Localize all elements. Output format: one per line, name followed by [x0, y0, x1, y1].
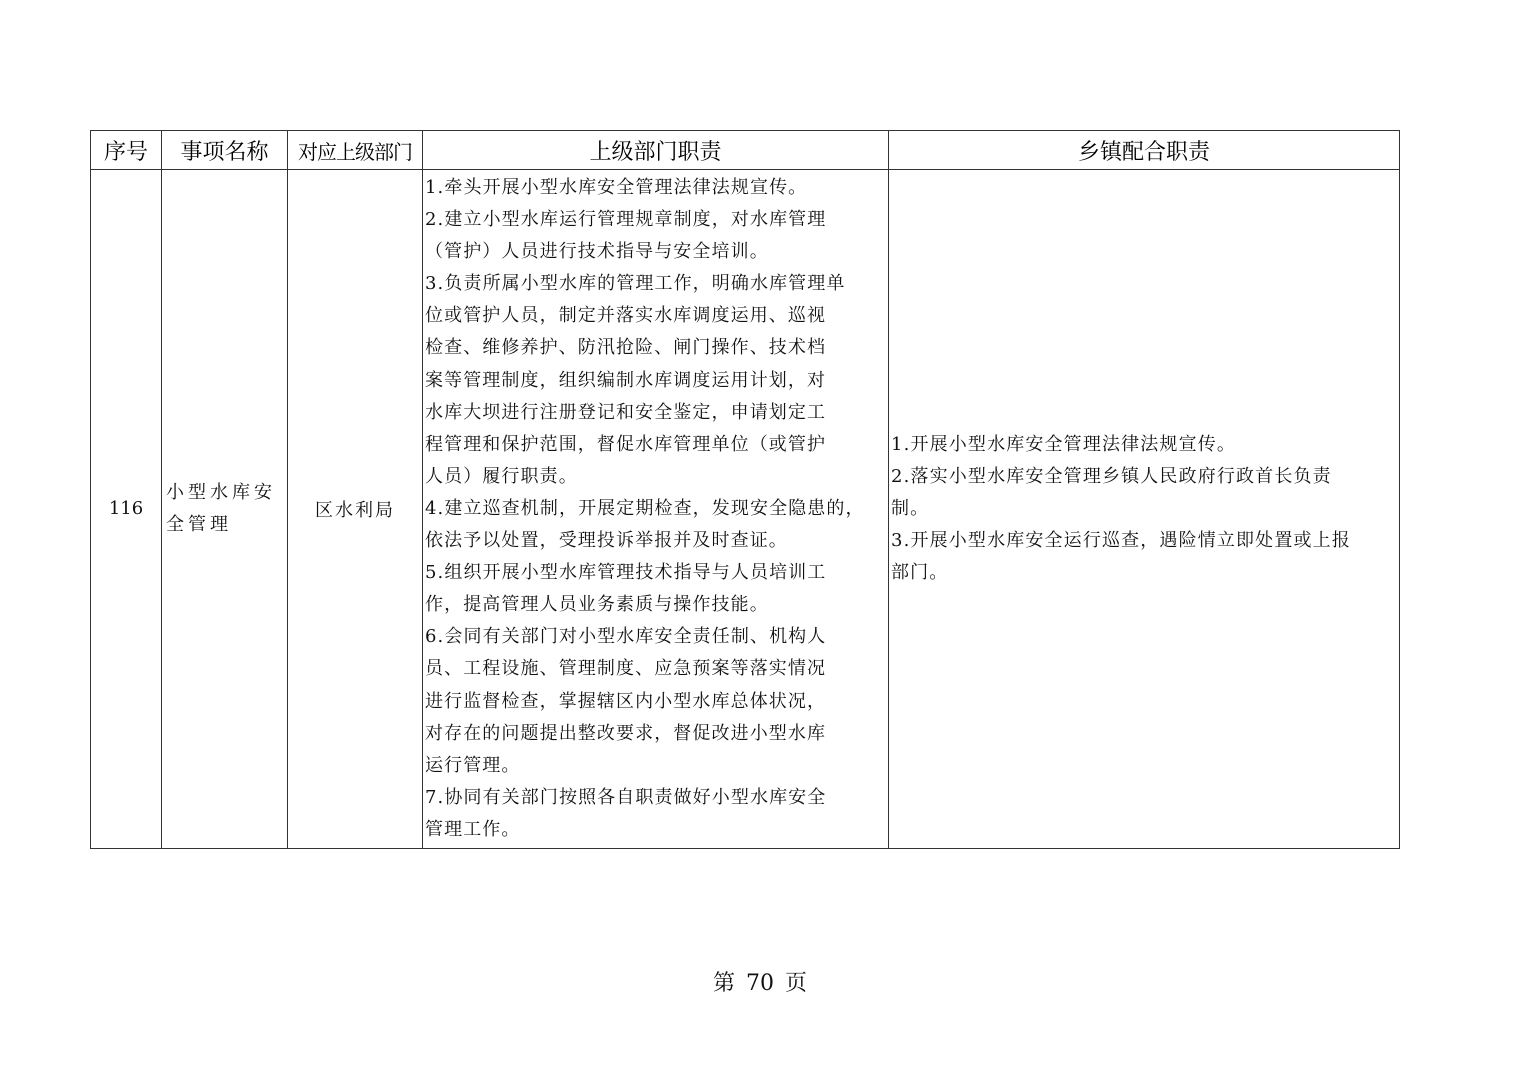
- header-town-duties: 乡镇配合职责: [889, 131, 1400, 170]
- upper-duty-line: 管理工作。: [425, 818, 521, 840]
- header-item-name: 事项名称: [162, 131, 288, 170]
- row-item-name: [162, 170, 288, 849]
- row-department: 区水利局: [288, 170, 423, 849]
- upper-duty-line: 水库大坝进行注册登记和安全鉴定，申请划定工: [425, 401, 827, 423]
- upper-duty-line: 2.建立小型水库运行管理规章制度，对水库管理: [425, 209, 827, 231]
- duty-table: [90, 130, 1400, 849]
- upper-duties-cell: [423, 170, 889, 849]
- town-duty-line: 部门。: [891, 562, 949, 584]
- upper-duty-line: 检查、维修养护、防汛抢险、闸门操作、技术档: [425, 337, 827, 359]
- page-number: 第 70 页: [713, 971, 807, 996]
- upper-duty-line: 1.牵头开展小型水库安全管理法律法规宣传。: [425, 177, 808, 198]
- town-duty-line: 1.开展小型水库安全管理法律法规宣传。: [891, 433, 1237, 455]
- town-duties-cell: [889, 170, 1400, 849]
- town-duty-line: 制。: [891, 497, 930, 519]
- upper-duty-line: 人员）履行职责。: [425, 465, 578, 487]
- upper-duty-line: 作，提高管理人员业务素质与操作技能。: [425, 594, 769, 616]
- upper-duty-line: 依法予以处置，受理投诉举报并及时查证。: [425, 530, 788, 552]
- item-name-line: 全管理: [166, 513, 232, 535]
- town-duty-line: 2.落实小型水库安全管理乡镇人民政府行政首长负责: [891, 465, 1332, 487]
- table-row: [91, 170, 1400, 849]
- header-seq: 序号: [91, 131, 162, 170]
- upper-duty-line: 位或管护人员，制定并落实水库调度运用、巡视: [425, 305, 827, 327]
- upper-duty-line: 7.协同有关部门按照各自职责做好小型水库安全: [425, 786, 827, 808]
- header-upper-duties: 上级部门职责: [423, 131, 889, 170]
- upper-duty-line: 6.会同有关部门对小型水库安全责任制、机构人: [425, 626, 827, 648]
- upper-duty-line: （管护）人员进行技术指导与安全培训。: [425, 241, 769, 263]
- upper-duty-line: 4.建立巡查机制，开展定期检查，发现安全隐患的，: [425, 497, 865, 519]
- upper-duty-line: 程管理和保护范围，督促水库管理单位（或管护: [425, 433, 827, 455]
- table-header-row: [91, 131, 1400, 170]
- upper-duty-line: 案等管理制度，组织编制水库调度运用计划，对: [425, 369, 827, 391]
- upper-duty-line: 对存在的问题提出整改要求，督促改进小型水库: [425, 722, 827, 744]
- upper-duty-line: 5.组织开展小型水库管理技术指导与人员培训工: [425, 562, 827, 584]
- item-name-line: 小型水库安: [166, 481, 276, 503]
- header-department: 对应上级部门: [288, 131, 423, 170]
- upper-duty-line: 员、工程设施、管理制度、应急预案等落实情况: [425, 658, 827, 680]
- upper-duty-line: 运行管理。: [425, 754, 521, 776]
- upper-duty-line: 3.负责所属小型水库的管理工作，明确水库管理单: [425, 273, 846, 295]
- upper-duty-line: 进行监督检查，掌握辖区内小型水库总体状况，: [425, 690, 827, 712]
- town-duty-line: 3.开展小型水库安全运行巡查，遇险情立即处置或上报: [891, 530, 1351, 552]
- row-seq: 116: [91, 170, 162, 849]
